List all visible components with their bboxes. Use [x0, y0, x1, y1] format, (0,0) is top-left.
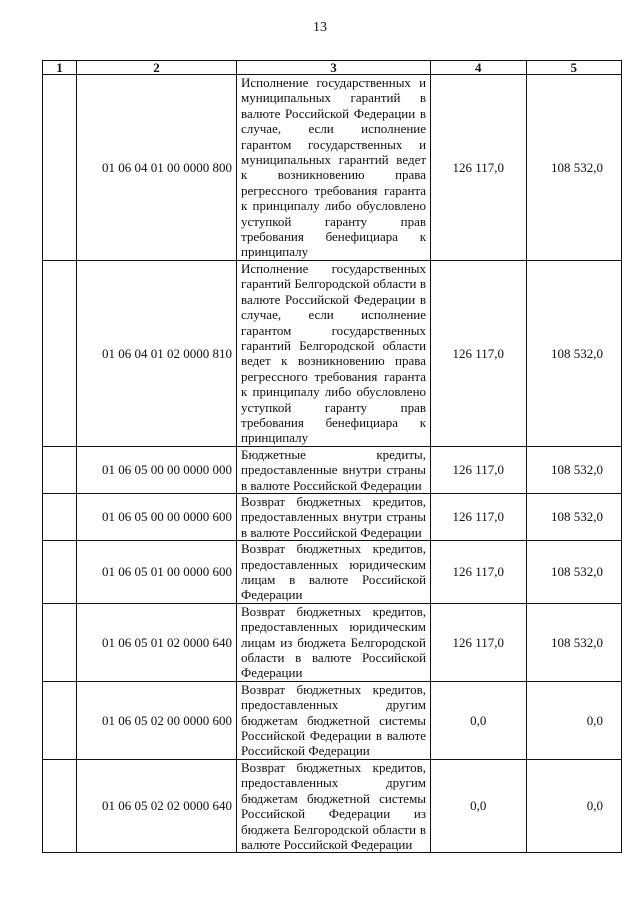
page-number: 13	[313, 20, 327, 35]
column-header-1: 1	[43, 61, 77, 75]
column-header-2: 2	[76, 61, 236, 75]
column-header-4: 4	[431, 61, 526, 75]
description-cell: Возврат бюджетных кредитов, предоставленных другим бюджетам бюджетной системы Российской Федерации из бюджета Белгородской области в валюте Российской Федерации	[237, 759, 431, 852]
value-4-cell: 126 117,0	[431, 75, 526, 261]
row-index-cell	[43, 759, 77, 852]
row-index-cell	[43, 260, 77, 446]
value-4-cell: 0,0	[431, 681, 526, 759]
column-header-5: 5	[526, 61, 622, 75]
code-cell: 01 06 05 00 00 0000 000	[76, 446, 236, 493]
value-5-cell: 0,0	[526, 759, 622, 852]
table-row	[43, 446, 622, 493]
code-cell: 01 06 05 00 00 0000 600	[76, 493, 236, 540]
budget-table	[42, 60, 622, 853]
description-cell: Бюджетные кредиты, предоставленные внутри страны в валюте Российской Федерации	[237, 446, 431, 493]
row-index-cell	[43, 681, 77, 759]
code-cell: 01 06 04 01 02 0000 810	[76, 260, 236, 446]
table-row	[43, 681, 622, 759]
value-5-cell: 0,0	[526, 681, 622, 759]
row-index-cell	[43, 603, 77, 681]
value-5-cell: 108 532,0	[526, 493, 622, 540]
row-index-cell	[43, 75, 77, 261]
table-row	[43, 260, 622, 446]
code-cell: 01 06 05 01 00 0000 600	[76, 541, 236, 604]
table-body	[43, 75, 622, 853]
value-5-cell: 108 532,0	[526, 75, 622, 261]
description-cell: Возврат бюджетных кредитов, предоставленных юридическим лицам из бюджета Белгородской области в валюте Российской Федерации	[237, 603, 431, 681]
code-cell: 01 06 05 01 02 0000 640	[76, 603, 236, 681]
header-row	[43, 61, 622, 75]
description-cell: Возврат бюджетных кредитов, предоставленных внутри страны в валюте Российской Федерации	[237, 493, 431, 540]
code-cell: 01 06 04 01 00 0000 800	[76, 75, 236, 261]
table-header	[43, 61, 622, 75]
value-5-cell: 108 532,0	[526, 603, 622, 681]
description-cell: Возврат бюджетных кредитов, предоставленных другим бюджетам бюджетной системы Российской Федерации в валюте Российской Федерации	[237, 681, 431, 759]
value-4-cell: 126 117,0	[431, 493, 526, 540]
row-index-cell	[43, 493, 77, 540]
table-row	[43, 541, 622, 604]
value-5-cell: 108 532,0	[526, 541, 622, 604]
table-row	[43, 603, 622, 681]
table-row	[43, 75, 622, 261]
row-index-cell	[43, 446, 77, 493]
value-5-cell: 108 532,0	[526, 260, 622, 446]
value-4-cell: 126 117,0	[431, 541, 526, 604]
table-row	[43, 759, 622, 852]
table-row	[43, 493, 622, 540]
column-header-3: 3	[237, 61, 431, 75]
description-cell: Возврат бюджетных кредитов, предоставленных юридическим лицам в валюте Российской Федерации	[237, 541, 431, 604]
value-4-cell: 126 117,0	[431, 603, 526, 681]
code-cell: 01 06 05 02 00 0000 600	[76, 681, 236, 759]
value-4-cell: 0,0	[431, 759, 526, 852]
description-cell: Исполнение государственных гарантий Белгородской области в валюте Российской Федерации в случае, если исполнение гарантом государственных гарантий Белгородской области ведет к возникновению права регрессного требования гаранта к принципалу либо обусловлено уступкой гаранту прав требования бенефициара к принципалу	[237, 260, 431, 446]
value-5-cell: 108 532,0	[526, 446, 622, 493]
description-cell: Исполнение государственных и муниципальных гарантий в валюте Российской Федерации в случае, если исполнение гарантом государственных и муниципальных гарантий ведет к возникновению права регрессного требования гаранта к принципалу либо обусловлено уступкой гаранту прав требования бенефициара к принципалу	[237, 75, 431, 261]
code-cell: 01 06 05 02 02 0000 640	[76, 759, 236, 852]
value-4-cell: 126 117,0	[431, 260, 526, 446]
value-4-cell: 126 117,0	[431, 446, 526, 493]
row-index-cell	[43, 541, 77, 604]
